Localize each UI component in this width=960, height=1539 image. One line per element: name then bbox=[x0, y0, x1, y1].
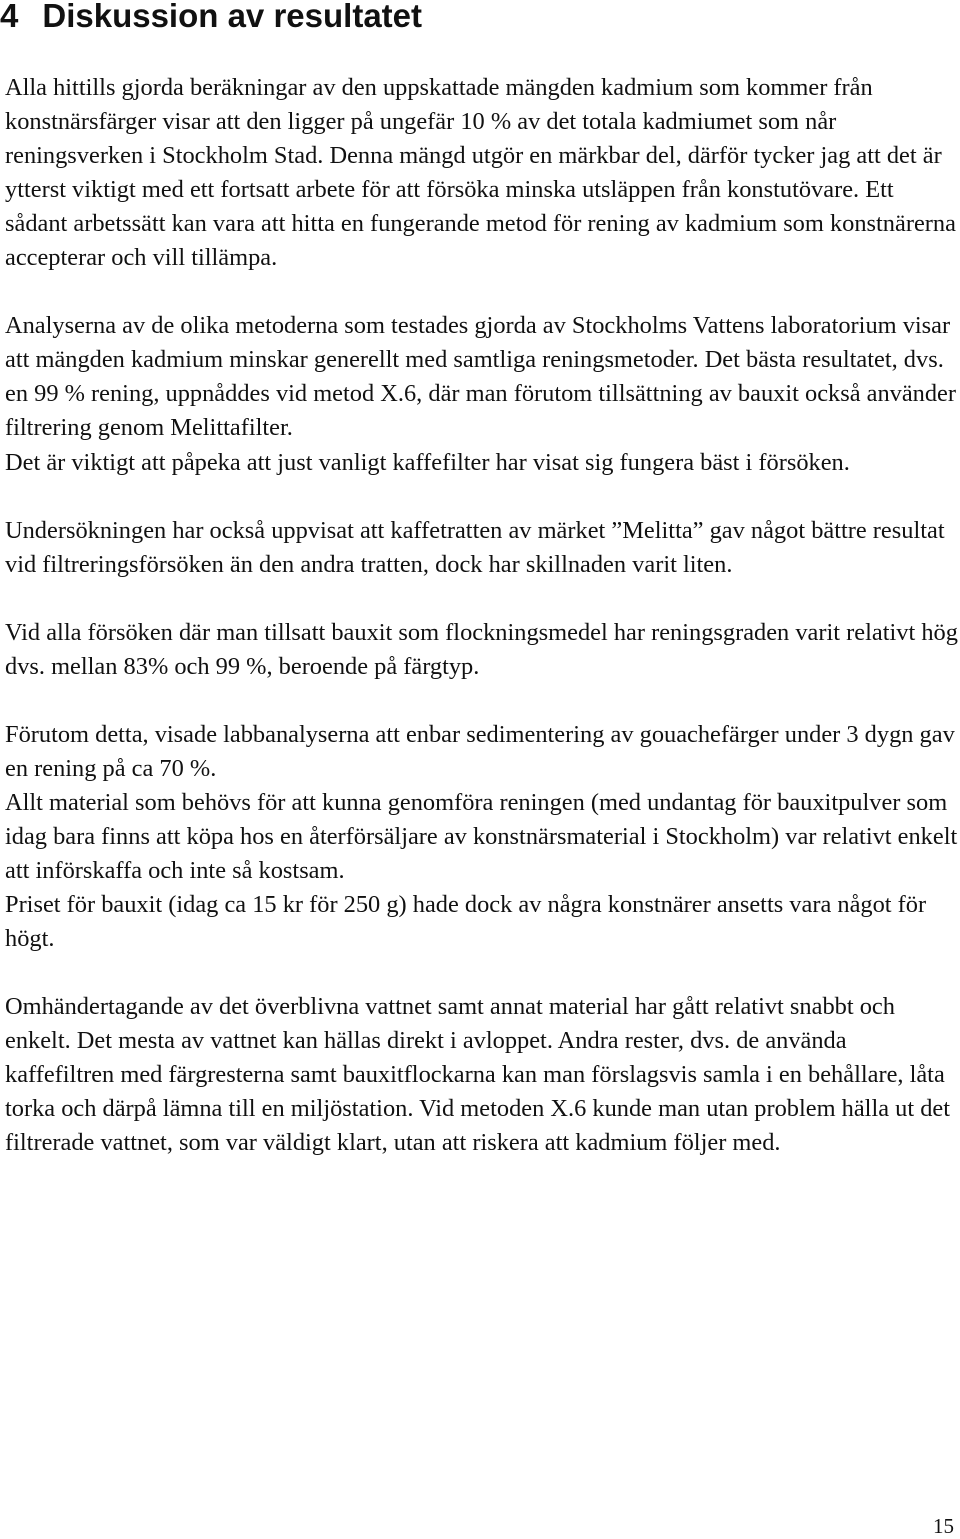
paragraph-disposal: Omhändertagande av det överblivna vattnet samt annat material har gått relativt snabbt och enkelt. Det mesta av vattnet kan hällas direkt i avloppet. Andra rester, dvs. de använda kaffefiltren med färgresterna samt bauxitflockarna kan man förslagsvis samla i en behållare, låta torka och därpå lämna till en miljöstation. Vid metoden X.6 kunde man utan problem hälla ut det filtrerade vattnet, som var väldigt klart, utan att riskera att kadmium följer med. bbox=[5, 993, 951, 1157]
paragraph-bauxite: Vid alla försöken där man tillsatt bauxit som flockningsmedel har reningsgraden varit relativt hög dvs. mellan 83% och 99 %, beroende på färgtyp. bbox=[5, 618, 958, 680]
paragraph-sedimentation: Förutom detta, visade labbanalyserna att enbar sedimentering av gouachefärger under 3 dygn gav en rening på ca 70 %. bbox=[5, 720, 955, 782]
paragraph-coffee-filter: Det är viktigt att påpeka att just vanligt kaffefilter har visat sig fungera bäst i försöken. bbox=[5, 448, 850, 476]
paragraph-price: Priset för bauxit (idag ca 15 kr för 250 g) hade dock av några konstnärer ansetts vara något för högt. bbox=[5, 891, 927, 953]
paragraph-melitta: Undersökningen har också uppvisat att kaffetratten av märket ”Melitta” gav något bättre resultat vid filtreringsförsöken än den andra tratten, dock har skillnaden varit liten. bbox=[5, 516, 945, 578]
section-number: 4 bbox=[0, 0, 19, 34]
paragraph-analyses: Analyserna av de olika metoderna som testades gjorda av Stockholms Vattens laboratorium visar att mängden kadmium minskar generellt med samtliga reningsmetoder. Det bästa resultatet, dvs. en 99 % rening, uppnåddes vid metod X.6, där man förutom tillsättning av bauxit också använder filtrering genom Melittafilter. bbox=[5, 312, 957, 442]
document-body bbox=[5, 71, 960, 1161]
paragraph-estimate: Alla hittills gjorda beräkningar av den uppskattade mängden kadmium som kommer från konstnärsfärger visar att den ligger på ungefär 10 % av det totala kadmiumet som når reningsverken i Stockholm Stad. Denna mängd utgör en märkbar del, därför tycker jag att det är ytterst viktigt med ett fortsatt arbete för att försöka minska utsläppen från konstutövare. Ett sådant arbetssätt kan vara att hitta en fungerande metod för rening av kadmium som konstnärerna accepterar och vill tillämpa. bbox=[5, 74, 956, 272]
section-title: Diskussion av resultatet bbox=[42, 0, 423, 34]
page-number: 15 bbox=[933, 1514, 954, 1538]
paragraph-material: Allt material som behövs för att kunna genomföra reningen (med undantag för bauxitpulver som idag bara finns att köpa hos en återförsäljare av konstnärsmaterial i Stockholm) var relativt enkelt att införskaffa och inte så kostsam. bbox=[5, 788, 958, 885]
section-heading bbox=[0, 0, 422, 36]
